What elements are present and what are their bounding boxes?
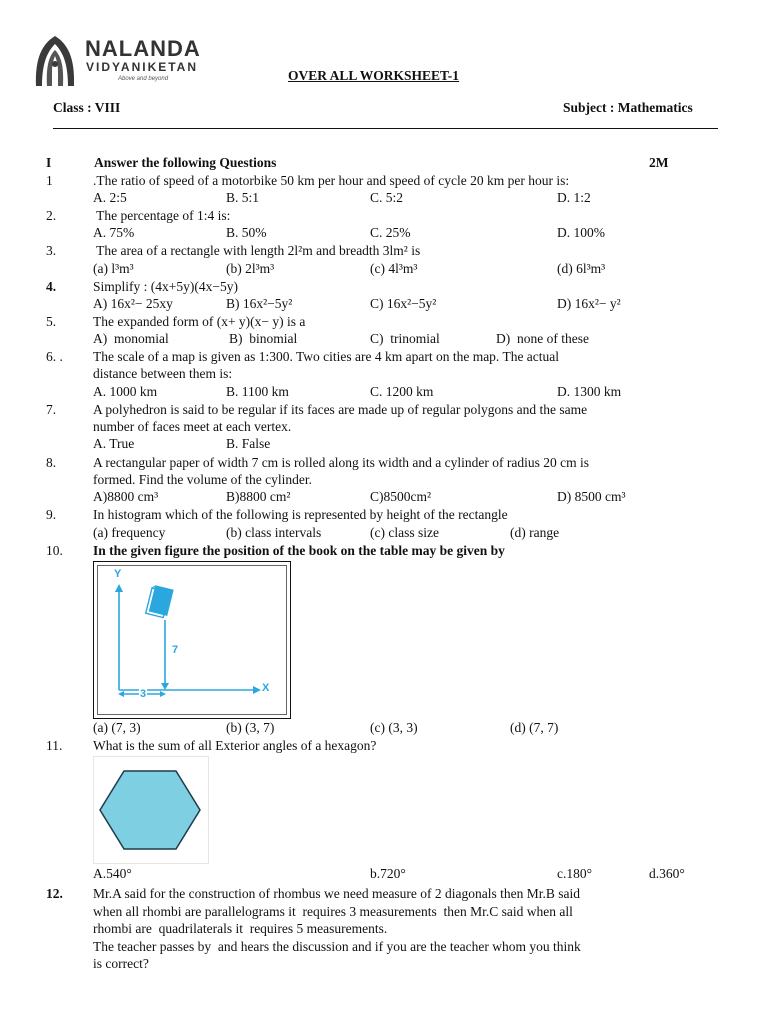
x-distance-left-arrow-icon xyxy=(118,691,124,697)
option-b: B) 16x²−5y² xyxy=(226,296,293,311)
question-text: The scale of a map is given as 1:300. Two cities are 4 km apart on the map. The actual xyxy=(93,349,560,364)
option-d: (d) 6l³m³ xyxy=(557,261,606,276)
question-number: 9. xyxy=(46,507,57,522)
option-a: A)8800 cm³ xyxy=(93,489,159,504)
logo-subname: VIDYANIKETAN xyxy=(86,60,199,74)
option-d: D. 1300 km xyxy=(557,384,622,399)
question-text: Simplify : (4x+5y)(4x−5y) xyxy=(93,279,238,294)
x-distance-right-arrow-icon xyxy=(160,691,166,697)
option-a: (a) (7, 3) xyxy=(93,720,141,735)
question-number: 12. xyxy=(46,886,63,901)
option-b: (b) (3, 7) xyxy=(226,720,275,735)
option-c: c.180° xyxy=(557,866,593,881)
logo-tagline: Above and beyond xyxy=(118,76,169,82)
x-axis-label: X xyxy=(262,682,270,694)
hexagon-shape xyxy=(100,771,200,849)
question-text: number of faces meet at each vertex. xyxy=(93,419,292,434)
question-number: 5. xyxy=(46,314,57,329)
option-b: b.720° xyxy=(370,866,406,881)
option-d: d.360° xyxy=(649,866,685,881)
option-b: B. 50% xyxy=(226,225,267,240)
option-c: C. 5:2 xyxy=(370,190,404,205)
logo-name: NALANDA xyxy=(85,36,201,61)
option-d: (d) (7, 7) xyxy=(510,720,559,735)
question-text: is correct? xyxy=(93,956,149,971)
option-c: C)8500cm² xyxy=(370,489,432,504)
option-b: B. 1100 km xyxy=(226,384,289,399)
question-number: 3. xyxy=(46,243,57,258)
question-text: The percentage of 1:4 is: xyxy=(93,208,231,223)
worksheet-title: OVER ALL WORKSHEET-1 xyxy=(288,68,460,83)
option-c: C) 16x²−5y² xyxy=(370,296,437,311)
question-number: 7. xyxy=(46,402,57,417)
y-distance-arrow-icon xyxy=(161,683,169,690)
option-c: C) trinomial xyxy=(370,331,440,346)
book-icon xyxy=(146,585,173,618)
question-number: 6. . xyxy=(46,349,63,364)
option-a: A. 2:5 xyxy=(93,190,127,205)
option-c: (c) class size xyxy=(370,525,439,540)
question-text: distance between them is: xyxy=(93,366,233,381)
option-b: (b) 2l³m³ xyxy=(226,261,275,276)
option-d: D) 16x²− y² xyxy=(557,296,621,311)
option-b: B) binomial xyxy=(229,331,298,346)
option-b: B. 5:1 xyxy=(226,190,260,205)
question-number: 11. xyxy=(46,738,63,753)
question-text: A polyhedron is said to be regular if its faces are made up of regular polygons and the same xyxy=(93,402,588,417)
option-b: B)8800 cm² xyxy=(226,489,291,504)
class-label: Class : VIII xyxy=(53,100,121,115)
option-d: D) 8500 cm³ xyxy=(557,489,626,504)
option-d: (d) range xyxy=(510,525,560,540)
option-a: A. 75% xyxy=(93,225,135,240)
school-logo xyxy=(30,34,210,90)
option-a: A.540° xyxy=(93,866,132,881)
question-text: .The ratio of speed of a motorbike 50 km per hour and speed of cycle 20 km per hour is: xyxy=(93,173,570,188)
book-position-figure xyxy=(93,561,291,719)
option-c: (c) 4l³m³ xyxy=(370,261,418,276)
hexagon-figure xyxy=(93,756,209,864)
question-number: 4. xyxy=(46,279,57,294)
question-text: The expanded form of (x+ y)(x− y) is a xyxy=(93,314,306,329)
y-distance-label: 7 xyxy=(172,644,179,656)
question-text: In the given figure the position of the book on the table may be given by xyxy=(93,543,505,558)
option-c: C. 25% xyxy=(370,225,411,240)
question-text: In histogram which of the following is represented by height of the rectangle xyxy=(93,507,508,522)
question-text: The teacher passes by and hears the discussion and if you are the teacher whom you think xyxy=(93,939,581,954)
question-text: when all rhombi are parallelograms it requires 3 measurements then Mr.C said when all xyxy=(93,904,573,919)
option-d: D. 1:2 xyxy=(557,190,591,205)
option-c: C. 1200 km xyxy=(370,384,434,399)
option-c: (c) (3, 3) xyxy=(370,720,418,735)
y-axis-arrow-icon xyxy=(115,584,123,592)
header-rule xyxy=(53,128,718,129)
section-number: I xyxy=(46,155,52,170)
option-a: A. 1000 km xyxy=(93,384,158,399)
subject-label: Subject : Mathematics xyxy=(563,100,693,115)
question-text: A rectangular paper of width 7 cm is rolled along its width and a cylinder of radius 20 cm is xyxy=(93,455,589,470)
option-a: (a) l³m³ xyxy=(93,261,134,276)
question-text: rhombi are quadrilaterals it requires 5 measurements. xyxy=(93,921,388,936)
option-a: (a) frequency xyxy=(93,525,166,540)
option-b: B. False xyxy=(226,436,271,451)
option-b: (b) class intervals xyxy=(226,525,322,540)
y-axis-label: Y xyxy=(114,568,122,580)
section-marks: 2M xyxy=(649,155,669,170)
option-d: D. 100% xyxy=(557,225,605,240)
option-a: A. True xyxy=(93,436,135,451)
question-text: Mr.A said for the construction of rhombus we need measure of 2 diagonals then Mr.B said xyxy=(93,886,581,901)
question-text: formed. Find the volume of the cylinder. xyxy=(93,472,312,487)
x-distance-label: 3 xyxy=(140,688,147,700)
option-a: A) 16x²− 25xy xyxy=(93,296,173,311)
logo-emblem-icon xyxy=(30,34,80,90)
x-axis-arrow-icon xyxy=(253,686,261,694)
question-text: The area of a rectangle with length 2l²m and breadth 3lm² is xyxy=(93,243,421,258)
question-number: 1 xyxy=(46,173,53,188)
question-text: What is the sum of all Exterior angles of a hexagon? xyxy=(93,738,377,753)
option-d: D) none of these xyxy=(496,331,589,346)
section-heading: Answer the following Questions xyxy=(94,155,277,170)
option-a: A) monomial xyxy=(93,331,169,346)
question-number: 8. xyxy=(46,455,57,470)
question-number: 2. xyxy=(46,208,57,223)
question-number: 10. xyxy=(46,543,63,558)
